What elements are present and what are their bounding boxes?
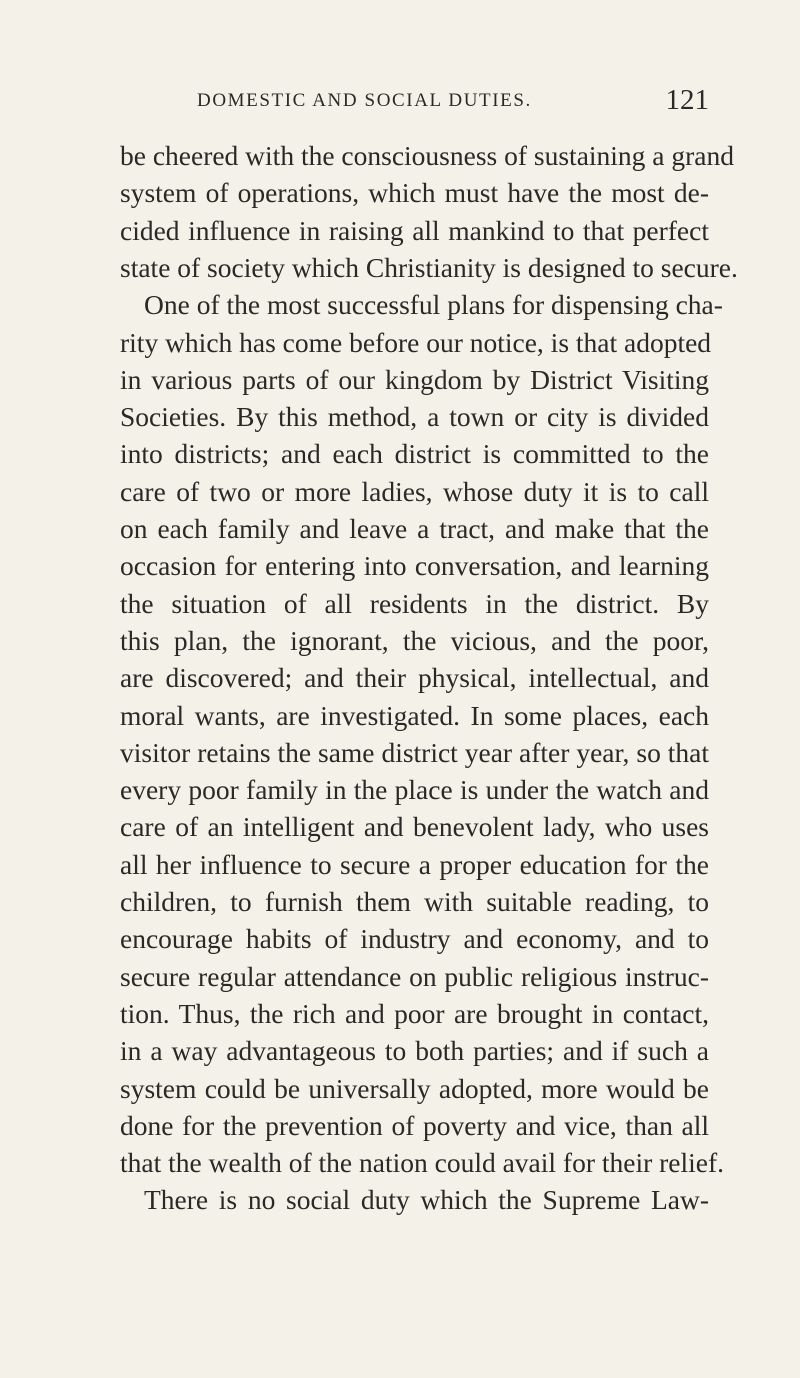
- text-line: in a way advantageous to both parties; and if such a: [120, 1035, 709, 1067]
- running-head: [197, 84, 709, 124]
- text-line: every poor family in the place is under the watch and: [120, 774, 709, 806]
- text-line: encourage habits of industry and economy, and to: [120, 923, 709, 955]
- text-line: that the wealth of the nation could avail for their relief.: [120, 1147, 725, 1179]
- text-line: care of an intelligent and benevolent lady, who uses: [120, 811, 709, 843]
- running-title: DOMESTIC AND SOCIAL DUTIES.: [197, 90, 532, 111]
- text-line: There is no social duty which the Supreme Law-: [144, 1184, 709, 1216]
- text-line: children, to furnish them with suitable reading, to: [120, 886, 709, 917]
- text-line: occasion for entering into conversation, and learning: [120, 550, 709, 582]
- text-line: system could be universally adopted, more would be: [120, 1072, 709, 1104]
- text-line: into districts; and each district is committed to the: [120, 438, 709, 470]
- text-line: cided influence in raising all mankind to that perfect: [120, 214, 709, 246]
- text-line: care of two or more ladies, whose duty it is to call: [120, 475, 709, 507]
- text-line: Societies. By this method, a town or city is divided: [120, 401, 709, 433]
- text-line: are discovered; and their physical, intellectual, and: [120, 662, 709, 694]
- text-line: all her influence to secure a proper education for the: [120, 848, 709, 880]
- text-line: done for the prevention of poverty and vice, than all: [120, 1109, 709, 1141]
- text-line: tion. Thus, the rich and poor are brought in contact,: [120, 997, 709, 1029]
- text-line: rity which has come before our notice, is that adopted: [120, 326, 712, 358]
- text-line: be cheered with the consciousness of sustaining a grand: [120, 140, 734, 171]
- text-line: in various parts of our kingdom by District Visiting: [120, 363, 709, 395]
- text-line: this plan, the ignorant, the vicious, and the poor,: [120, 624, 709, 656]
- page-number: 121: [665, 84, 709, 116]
- text-line: the situation of all residents in the district. By: [120, 587, 709, 619]
- text-line: visitor retains the same district year after year, so that: [120, 736, 709, 768]
- text-line: state of society which Christianity is designed to secure.: [120, 251, 738, 283]
- text-line: system of operations, which must have the most de-: [120, 177, 709, 209]
- text-line: secure regular attendance on public religious instruc-: [120, 960, 709, 992]
- text-line: moral wants, are investigated. In some places, each: [120, 699, 709, 731]
- text-line: One of the most successful plans for dispensing cha-: [144, 289, 723, 321]
- text-line: on each family and leave a tract, and make that the: [120, 513, 709, 544]
